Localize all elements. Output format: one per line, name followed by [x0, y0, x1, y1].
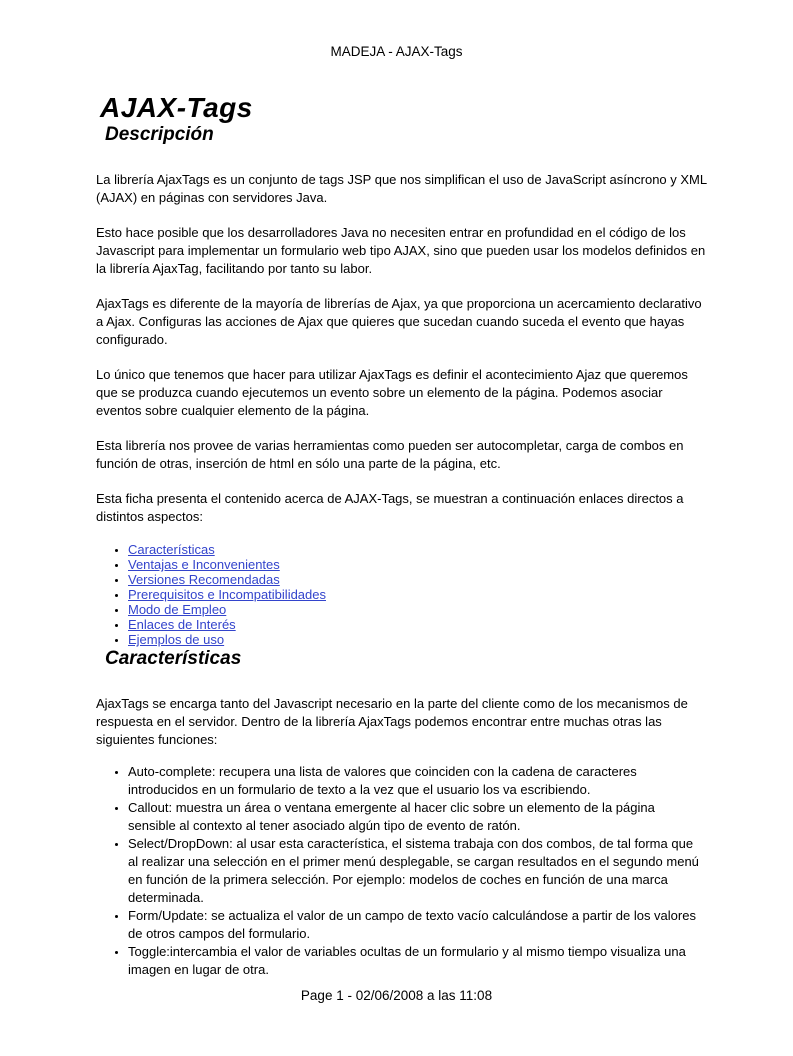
document-title: AJAX-Tags [100, 92, 253, 123]
toc-item [128, 632, 707, 647]
section-heading-descripcion: Descripción [105, 124, 214, 145]
feature-item-toggle: • Toggle:intercambia el valor de variables ocultas de un formulario y al mismo tiempo visualiza una imagen en lugar de otra. [128, 943, 703, 979]
toc-link-versiones-recomendadas[interactable]: Versiones Recomendadas [128, 572, 280, 587]
section-heading-caracteristicas: Características [105, 648, 242, 669]
feature-item-callout: • Callout: muestra un área o ventana emergente al hacer clic sobre un elemento de la página sensible al contexto al tener asociado algún tipo de evento de ratón. [128, 799, 703, 835]
document-content [96, 93, 707, 979]
feature-item-form-update: • Form/Update: se actualiza el valor de un campo de texto vacío calculándose a partir de los valores de otros campos del formulario. [128, 907, 703, 943]
toc-item [128, 557, 707, 572]
toc-link-ejemplos-de-uso[interactable]: Ejemplos de uso [128, 632, 225, 647]
paragraph-ficha-enlaces: Esta ficha presenta el contenido acerca de AJAX-Tags, se muestran a continuación enlaces directos a distintos aspectos: [96, 491, 684, 524]
toc-item [128, 602, 707, 617]
toc-list [115, 542, 707, 647]
toc-link-ventajas-inconvenientes[interactable]: Ventajas e Inconvenientes [128, 557, 280, 572]
paragraph-acontecimiento: Lo único que tenemos que hacer para utilizar AjaxTags es definir el acontecimiento Ajaz que queremos que se produzca cuando ejecutemos un evento sobre un elemento de la página. Podemos asociar eventos sobre cualquier elemento de la página. [96, 367, 688, 418]
paragraph-desarrolladores: Esto hace posible que los desarrolladores Java no necesiten entrar en profundidad en el código de los Javascript para implementar un formulario web tipo AJAX, sino que pueden usar los modelos definidos en la librería AjaxTag, facilitando por tanto su labor. [96, 225, 706, 276]
toc-item [128, 617, 707, 632]
features-list [115, 763, 707, 979]
page-footer: Page 1 - 02/06/2008 a las 11:08 [300, 988, 493, 1003]
toc-link-prerequisitos-incompatibilidades[interactable]: Prerequisitos e Incompatibilidades [128, 587, 326, 602]
running-header: MADEJA - AJAX-Tags [330, 44, 463, 59]
toc-link-caracteristicas[interactable]: Características [128, 542, 215, 557]
paragraph-diferente: AjaxTags es diferente de la mayoría de librerías de Ajax, ya que proporciona un acercamiento declarativo a Ajax. Configuras las acciones de Ajax que quieres que sucedan cuando suceda el evento que hayas configurado. [96, 296, 702, 347]
paragraph-intro-libreria: La librería AjaxTags es un conjunto de tags JSP que nos simplifican el uso de JavaScript asíncrono y XML (AJAX) en páginas con servidores Java. [96, 172, 707, 205]
toc-link-enlaces-de-interes[interactable]: Enlaces de Interés [128, 617, 236, 632]
paragraph-funciones-intro: AjaxTags se encarga tanto del Javascript necesario en la parte del cliente como de los mecanismos de respuesta en el servidor. Dentro de la librería AjaxTags podemos encontrar entre muchas otras las siguientes funciones: [96, 696, 688, 747]
toc-link-modo-de-empleo[interactable]: Modo de Empleo [128, 602, 227, 617]
toc-item [128, 587, 707, 602]
toc-item [128, 572, 707, 587]
toc-item [128, 542, 707, 557]
feature-item-select-dropdown: • Select/DropDown: al usar esta característica, el sistema trabaja con dos combos, de tal forma que al realizar una selección en el primer menú desplegable, se cargan resultados en el segundo menú en función de la primera selección. Por ejemplo: modelos de coches en función de una marca determinada. [128, 835, 703, 907]
paragraph-herramientas: Esta librería nos provee de varias herramientas como pueden ser autocompletar, carga de combos en función de otras, inserción de html en sólo una parte de la página, etc. [96, 438, 684, 471]
feature-item-autocomplete: • Auto-complete: recupera una lista de valores que coinciden con la cadena de caracteres introducidos en un formulario de texto a la vez que el usuario los va escribiendo. [128, 763, 703, 799]
